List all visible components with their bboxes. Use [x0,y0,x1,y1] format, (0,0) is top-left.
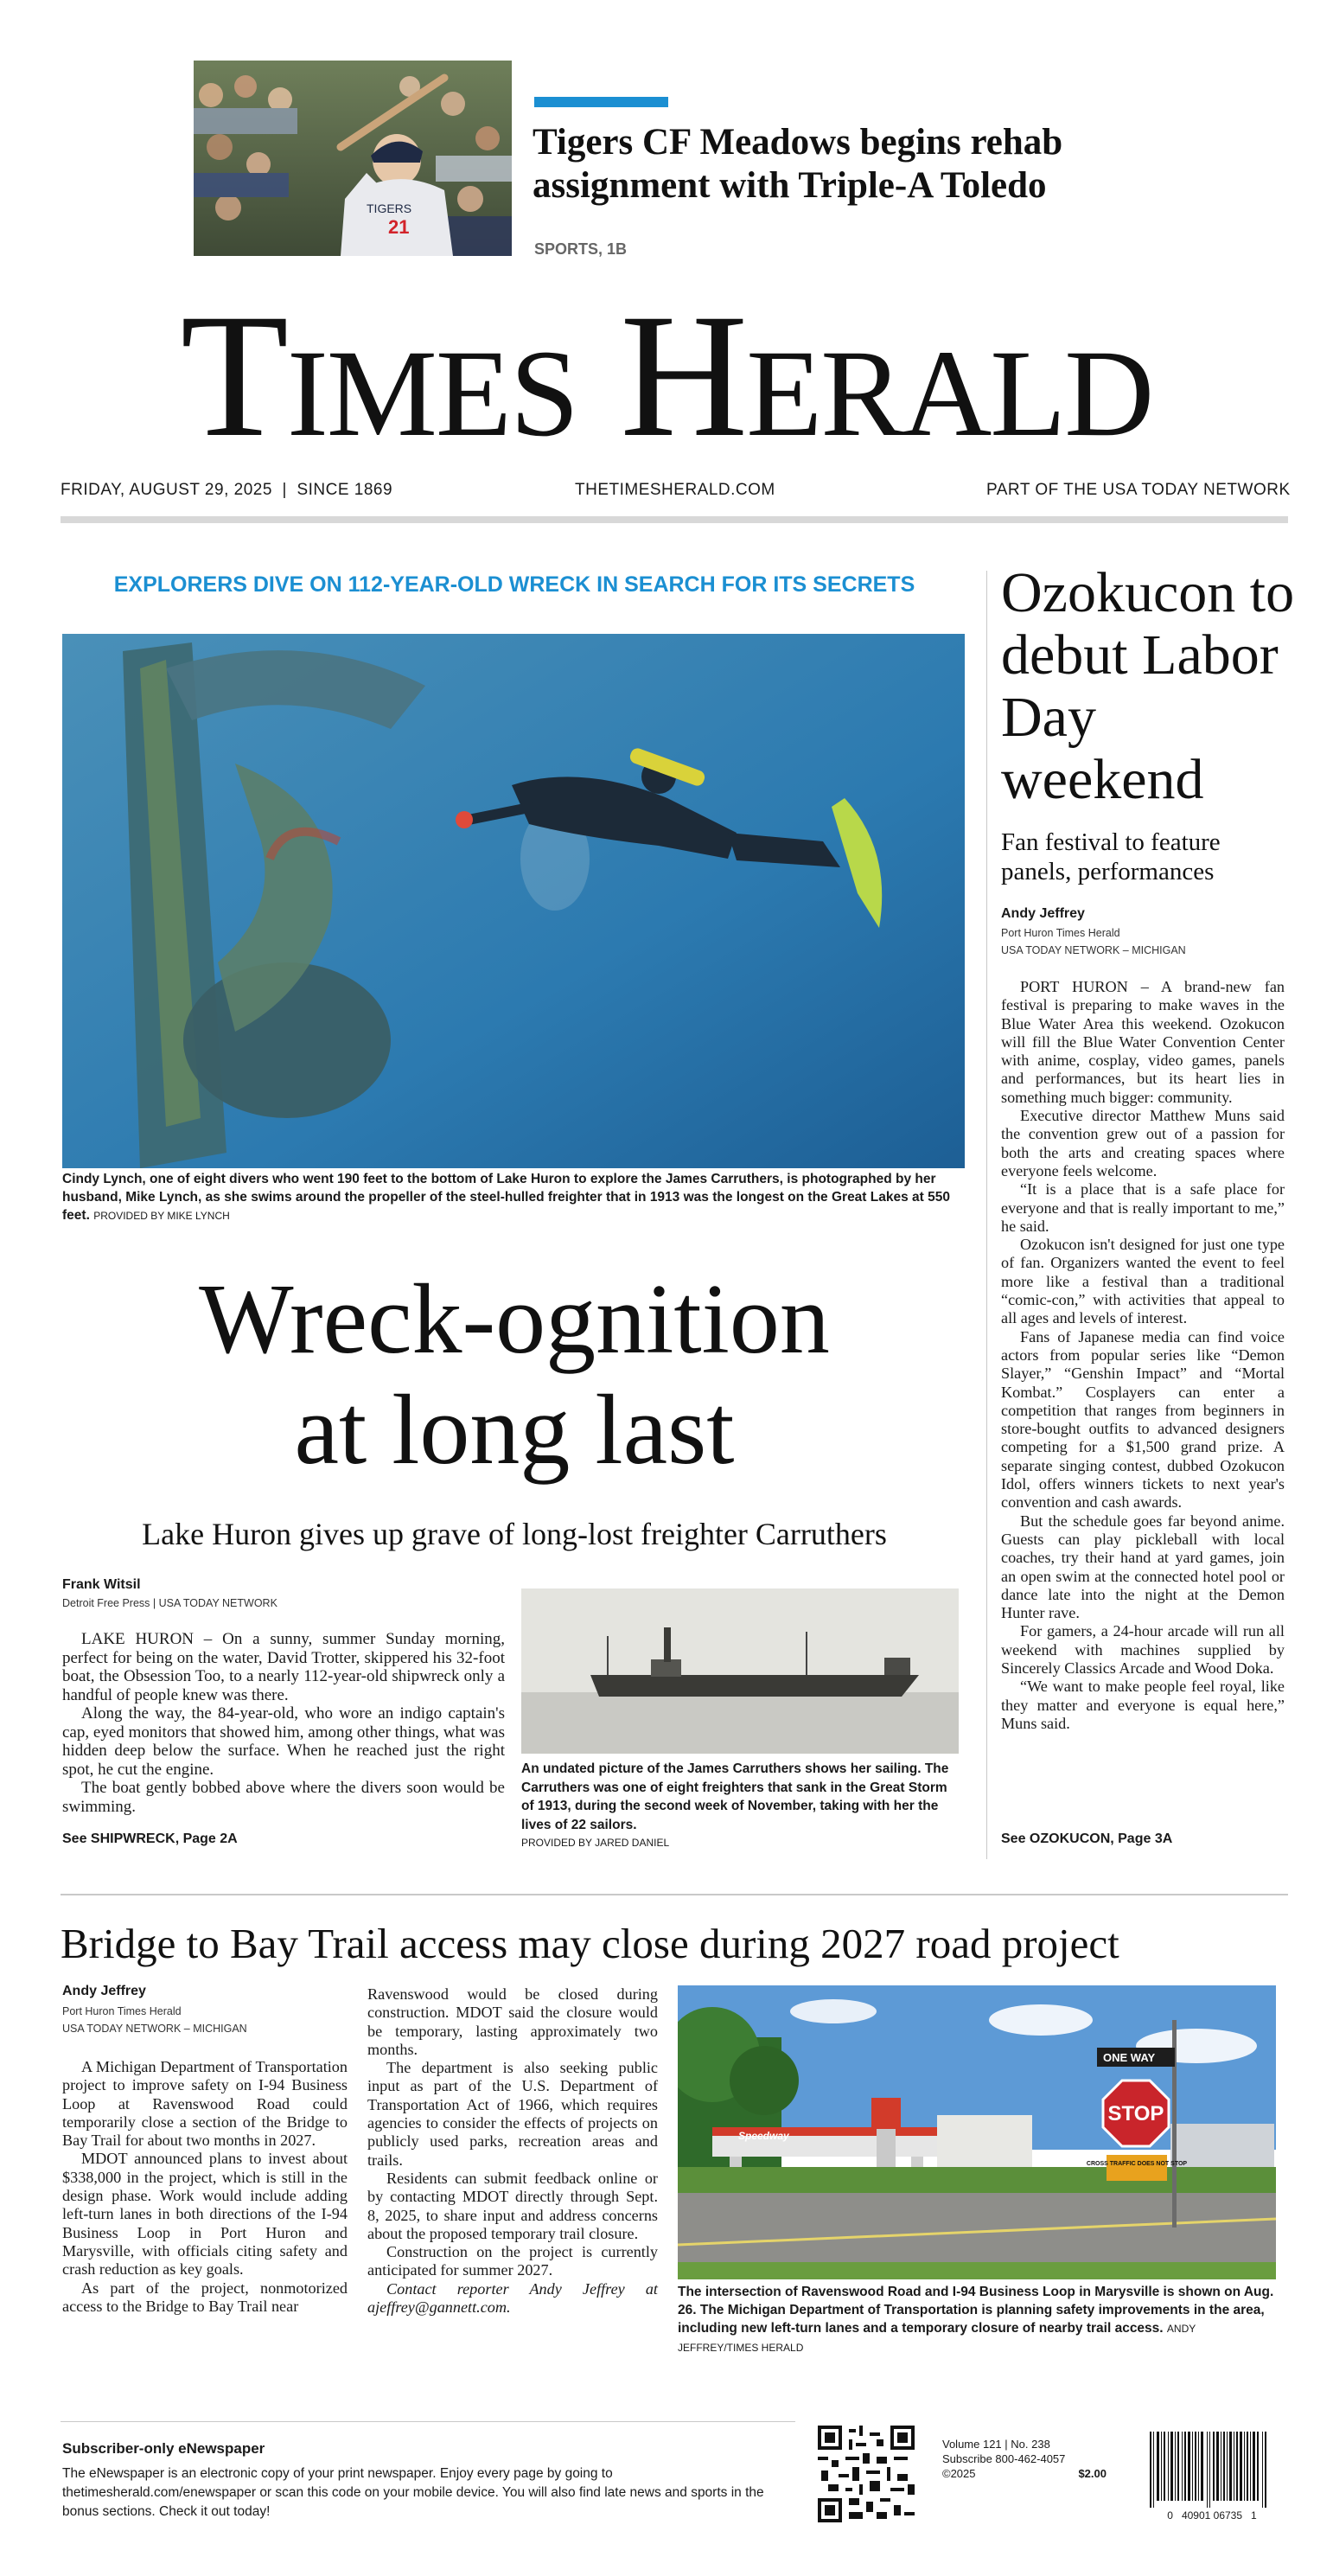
sidebar-headline[interactable]: Ozokucon to debut Labor Day weekend [1001,561,1295,811]
lead-photo-credit: PROVIDED BY MIKE LYNCH [93,1210,230,1222]
sidebar-subhead[interactable]: Fan festival to feature panels, performances [1001,828,1221,885]
sidebar-author-org2: USA TODAY NETWORK – MICHIGAN [1001,944,1186,956]
lead-paragraph: Along the way, the 84-year-old, who wore an indigo captain's cap, eyed monitors that showed him, among other things, what was hidden deep below the surface. When he reached just the right spot, he cut the engine. [62,1704,505,1779]
column-divider [986,571,987,1859]
masthead-rule [61,516,1288,523]
barcode-icon [1143,2432,1281,2508]
bridge-author[interactable]: Andy Jeffrey [62,1984,146,1998]
section-rule [61,1894,1288,1895]
sidebar-paragraph: Ozokucon isn't designed for just one type of fan. Organizers wanted the event to feel more like a festival than a traditional “comic-con,” with activities that appeal to all ages and levels of interest. [1001,1236,1285,1327]
svg-text:21: 21 [388,216,410,238]
bridge-paragraph: As part of the project, nonmotorized access to the Bridge to Bay Trail near [62,2279,348,2315]
diver-wreck-illustration [62,634,965,1168]
ship-photo[interactable] [521,1588,959,1754]
intersection-illustration [678,1985,1276,2279]
sidebar-author[interactable]: Andy Jeffrey [1001,906,1085,921]
bridge-contact[interactable]: Contact reporter Andy Jeffrey at ajeffrey@gannett.com. [367,2279,658,2317]
lead-headline-line2: at long last [294,1375,735,1486]
sidebar-jump-link[interactable]: See OZOKUCON, Page 3A [1001,1831,1173,1846]
masthead-since: SINCE 1869 [297,481,393,499]
bridge-column-1 [62,2058,348,2316]
freighter-illustration [521,1588,959,1754]
bridge-author-org1: Port Huron Times Herald [62,2005,182,2017]
lead-photo[interactable] [62,634,965,1168]
svg-text:TIGERS: TIGERS [367,201,412,215]
enews-text: The eNewspaper is an electronic copy of your print newspaper. Enjoy every page by going to thetimesherald.com/enewspaper or scan this code on your mobile device. You will also find late news and sports in the bonus sections. Check it out today! [62,2466,764,2519]
bridge-paragraph: MDOT announced plans to invest about $338,000 in the project, which is still in the design phase. Work would include adding left-turn lanes in both directions of the I-94 Business Loop in Port Huron and Marysville, with officials citing safety and crash reduction as key goals. [62,2150,348,2279]
qr-code-icon [818,2426,915,2522]
masthead-network[interactable]: PART OF THE USA TODAY NETWORK [986,481,1291,499]
ship-photo-caption-text: An undated picture of the James Carruthers shows her sailing. The Carruthers was one of eight freighters that sank in the Great Storm of 1913, during the second week of November, taking with her the lives of 22 sailors. [521,1761,949,1832]
barcode-number: 0 40901 06735 1 [1167,2509,1257,2522]
ship-photo-credit: PROVIDED BY JARED DANIEL [521,1837,670,1849]
enews-title[interactable]: Subscriber-only eNewspaper [62,2440,265,2457]
bridge-paragraph: Construction on the project is currently anticipated for summer 2027. [367,2243,658,2279]
masthead-title-text: Times Herald [180,278,1153,474]
sidebar-body [1001,978,1285,1733]
masthead-dateline: FRIDAY, AUGUST 29, 2025 | SINCE 1869 [61,481,393,499]
teaser-photo[interactable] [194,61,512,256]
sidebar-paragraph: For gamers, a 24-hour arcade will run all weekend with machines supplied by Sincerely Classics Arcade and Wood Doka. [1001,1622,1285,1677]
barcode [1143,2432,1281,2527]
bridge-photo-caption-text: The intersection of Ravenswood Road and I-94 Business Loop in Marysville is shown on Aug. 26. The Michigan Department of Transportation is planning safety improvements in the area, including new left-turn lanes and a temporary closure of nearby trail access. [678,2285,1274,2336]
sidebar-paragraph: But the schedule goes far beyond anime. Guests can play pickleball with local coaches, try their hand at yard games, join an open swim at the connected hotel pool or dance late into the night at the Demon Hunter rave. [1001,1512,1285,1622]
masthead-website[interactable]: THETIMESHERALD.COM [575,481,775,499]
copyright-price-row [942,2466,1107,2481]
masthead-title[interactable] [0,278,1333,474]
lead-jump-link[interactable]: See SHIPWRECK, Page 2A [62,1831,238,1846]
sidebar-paragraph: “It is a place that is a safe place for everyone and that is really important to me,” he said. [1001,1180,1285,1235]
subscribe-phone[interactable]: Subscribe 800-462-4057 [942,2452,1066,2465]
sign-cross: CROSS TRAFFIC DOES NOT STOP [1086,2161,1188,2167]
teaser-section[interactable]: SPORTS, 1B [534,240,628,258]
bridge-photo-caption [678,2283,1276,2357]
price: $2.00 [1078,2467,1107,2480]
footer-rule [61,2421,795,2422]
batter-illustration [194,61,512,256]
sign-oneway: ONE WAY [1103,2051,1156,2064]
bridge-paragraph-continued: Ravenswood would be closed during construction. MDOT said the closure would be temporary, lasting approximately two months. [367,1985,658,2058]
bridge-photo-credit: ANDY JEFFREY/TIMES HERALD [678,2323,1196,2354]
lead-headline[interactable] [61,1264,968,1486]
lead-body [62,1630,505,1816]
sign-stop: STOP [1107,2102,1164,2125]
lead-paragraph: The boat gently bobbed above where the divers soon would be swimming. [62,1779,505,1816]
ship-photo-caption [521,1760,959,1853]
copyright: ©2025 [942,2467,976,2480]
bridge-paragraph: The department is also seeking public input as part of the U.S. Department of Transportation Act of 1966, which requires agencies to consider the effects of projects on publicly used parks, recreation areas and trails. [367,2059,658,2169]
lead-kicker[interactable]: EXPLORERS DIVE ON 112-YEAR-OLD WRECK IN SEARCH FOR ITS SECRETS [113,572,915,597]
lead-author[interactable]: Frank Witsil [62,1577,141,1592]
bridge-paragraph: A Michigan Department of Transportation project to improve safety on I-94 Business Loop at Ravenswood Road could temporarily close a section of the Bridge to Bay Trail for about two months in 2027. [62,2058,348,2150]
sidebar-paragraph: PORT HURON – A brand-new fan festival is preparing to make waves in the Blue Water Area this weekend. Ozokucon will fill the Blue Water Convention Center with anime, cosplay, video games, panels and performances, but its heart lies in something much bigger: community. [1001,978,1285,1106]
lead-author-org: Detroit Free Press | USA TODAY NETWORK [62,1597,277,1609]
lead-photo-caption [62,1170,965,1225]
lead-headline-line1: Wreck-ognition [199,1264,830,1375]
bridge-paragraph: Residents can submit feedback online or by contacting MDOT directly through Sept. 8, 2025, to share input and address concerns about the proposed temporary trail closure. [367,2169,658,2242]
bridge-headline[interactable]: Bridge to Bay Trail access may close during 2027 road project [61,1920,1119,1967]
lead-paragraph: LAKE HURON – On a sunny, summer Sunday morning, perfect for being on the water, David Trotter, skippered his 32-foot boat, the Obsession Too, to a nearly 112-year-old shipwreck only a handful of people knew was there. [62,1630,505,1704]
sidebar-author-org1: Port Huron Times Herald [1001,927,1120,939]
bridge-author-org2: USA TODAY NETWORK – MICHIGAN [62,2023,247,2035]
bridge-photo[interactable] [678,1985,1276,2279]
teaser-headline[interactable]: Tigers CF Meadows begins rehab assignment with Triple-A Toledo [533,122,1063,206]
sidebar-paragraph: Executive director Matthew Muns said the convention grew out of a passion for both the arts and creating spaces where everyone feels welcome. [1001,1107,1285,1179]
lead-subhead[interactable]: Lake Huron gives up grave of long-lost freighter Carruthers [142,1517,887,1551]
lead-photo-caption-text: Cindy Lynch, one of eight divers who went 190 feet to the bottom of Lake Huron to explore the James Carruthers, is photographed by her husband, Mike Lynch, as she swims around the propeller of the steel-hulled freighter that in 1913 was the longest on the Great Lakes at 550 feet. [62,1172,950,1223]
bridge-column-2 [367,1985,658,2317]
sidebar-paragraph: Fans of Japanese media can find voice actors from popular series like “Demon Slayer,” “Genshin Impact” and “Mortal Kombat.” Cosplayers can enter a competition that ranges from beginners in store-bought outfits to advanced designers competing for a $1,500 grand prize. A separate singing contest, dubbed Ozokucon Idol, offers winners tickets to next year's convention and cash awards. [1001,1327,1285,1512]
sidebar-paragraph: “We want to make people feel royal, like they matter and everyone is equal here,” Muns said. [1001,1678,1285,1732]
masthead-date: FRIDAY, AUGUST 29, 2025 [61,481,272,499]
volume-info [942,2437,1107,2481]
volume-number: Volume 121 | No. 238 [942,2438,1050,2451]
station-sign: Speedway [738,2130,789,2142]
qr-code[interactable] [818,2426,915,2522]
teaser-accent-bar [534,97,668,107]
